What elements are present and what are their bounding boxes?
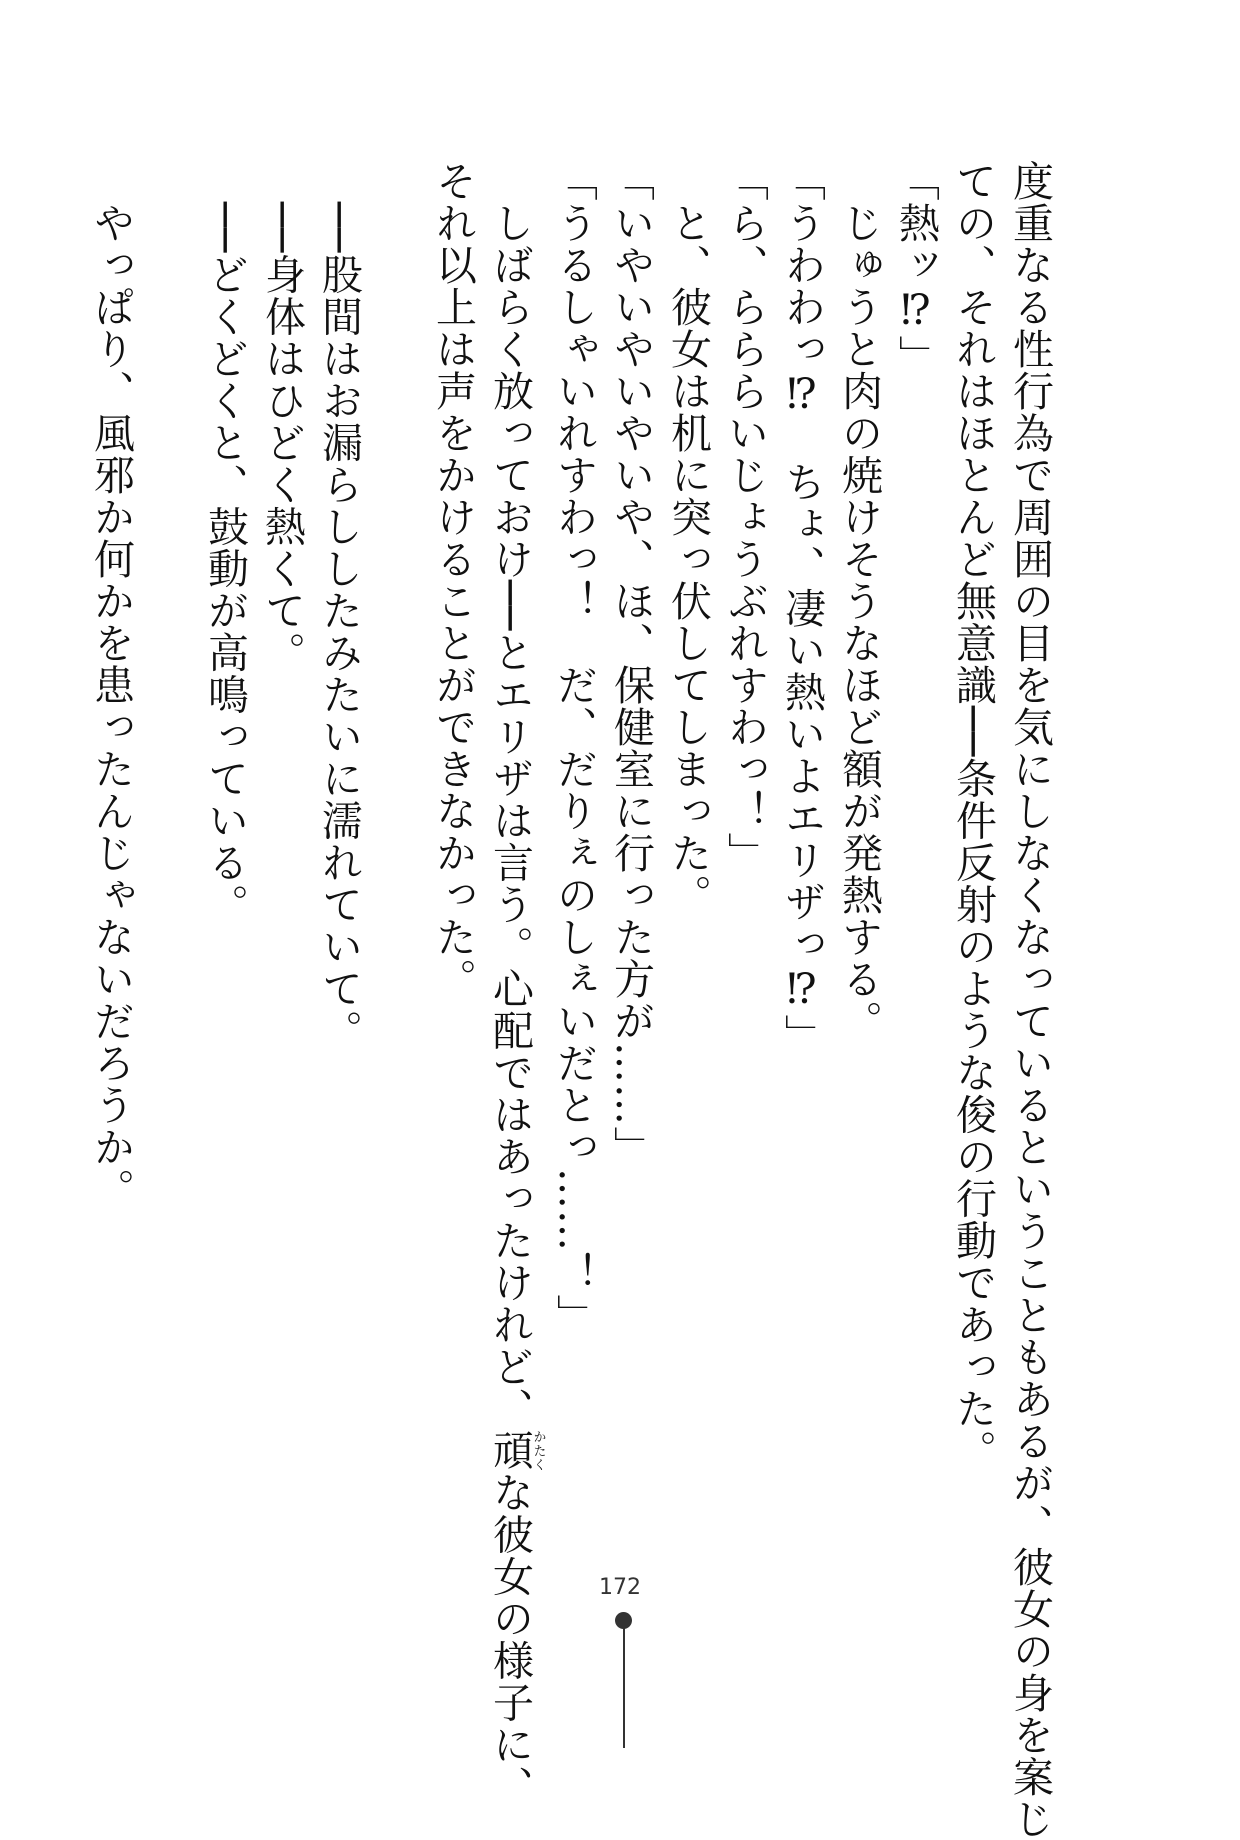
text-line: それ以上は声をかけることができなかった。 — [429, 160, 477, 1000]
text-line: じゅうと肉の焼けそうなほど額が発熱する。 — [835, 160, 883, 1042]
bookmark-ribbon — [623, 1625, 625, 1748]
text-line: やっぱり、風邪か何かを患ったんじゃないだろうか。 — [87, 160, 135, 1210]
text-line — [481, 160, 546, 1808]
blank-line — [139, 160, 196, 1580]
text-segment: な彼女の様子に、 — [486, 1471, 534, 1808]
ruby-word — [486, 1429, 546, 1472]
dialogue-line: 「うるしゃいれすわっ！ だ、だりぇのしぇいだとっ……！」 — [550, 160, 598, 1336]
text-line: ての、それはほとんど無意識──条件反射のような俊の行動であった。 — [949, 160, 997, 1472]
ruby-base: 頑 — [486, 1429, 534, 1472]
blank-line — [367, 160, 424, 1580]
dialogue-line: 「ら、らららいじょうぶれすわっ！」 — [721, 160, 769, 874]
ruby-reading: かたく — [530, 1429, 546, 1472]
dialogue-line: 「うわわっ⁉ ちょ、凄い熱いよエリザっ⁉」 — [778, 160, 826, 1056]
text-segment: しばらく放っておけ──とエリザは言う。心配ではあったけれど、 — [486, 160, 534, 1430]
page-number: 172 — [599, 1575, 641, 1600]
dialogue-line: 「いやいやいやいや、ほ、保健室に行った方が……」 — [607, 160, 655, 1168]
text-line: と、彼女は机に突っ伏してしまった。 — [664, 160, 712, 916]
text-line: ──身体はひどく熱くて。 — [258, 160, 306, 674]
text-line: ──どくどくと、鼓動が高鳴っている。 — [201, 160, 249, 926]
text-line: 度重なる性行為で周囲の目を気にしなくなっているということもあるが、彼女の身を案じ — [1006, 160, 1054, 1840]
text-line: ──股間はお漏らししたみたいに濡れていて。 — [315, 160, 363, 1052]
dialogue-line: 「熱ッ⁉」 — [892, 160, 940, 377]
